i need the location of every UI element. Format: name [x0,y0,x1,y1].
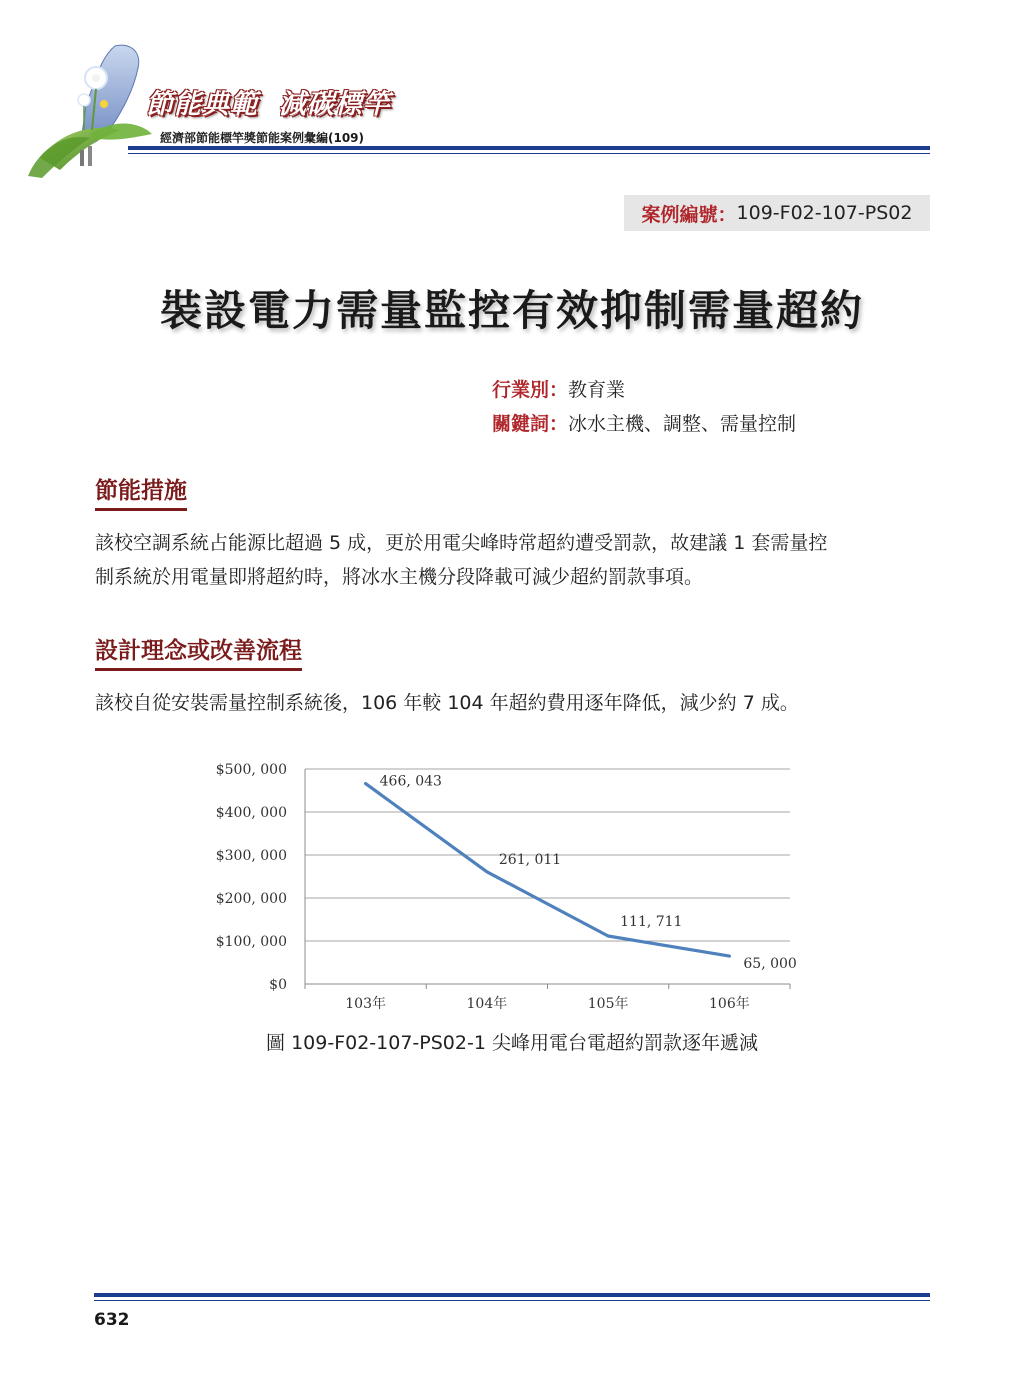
y-tick-label: $0 [269,977,287,993]
data-label: 261, 011 [498,851,562,868]
y-tick-label: $300, 000 [215,848,287,864]
x-tick-label: 103年 [345,996,386,1012]
footer-rule-thin [94,1300,930,1301]
chart-axes [305,769,790,989]
chart-caption: 圖 109-F02-107-PS02-1 尖峰用電台電超約罰款逐年遞減 [266,1032,758,1054]
y-tick-label: $400, 000 [215,805,287,821]
keywords-line [492,409,796,436]
section-heading-measures: 節能措施 [95,472,187,511]
section-heading-design: 設計理念或改善流程 [95,632,302,671]
page-number: 632 [94,1310,130,1330]
document-title: 裝設電力需量監控有效抑制需量超約 [159,286,864,335]
chart-data-labels [380,774,797,972]
keywords-value: 冰水主機、調整、需量控制 [568,413,797,435]
body-line: 制系統於用電量即將超約時，將冰水主機分段降載可減少超約罰款事項。 [95,566,704,588]
data-label: 65, 000 [743,956,797,973]
industry-line [492,375,625,402]
brand-title: 節能典範 減碳標竿 [146,89,391,120]
brand-subtitle: 經濟部節能標竿獎節能案例彙編(109) [160,131,365,145]
chart-y-ticks [216,762,287,993]
case-number-badge [624,195,930,231]
case-number: 109-F02-107-PS02 [736,202,913,224]
data-label: 111, 711 [620,913,683,930]
case-label: 案例編號： [641,203,737,226]
industry-label: 行業別： [492,379,569,401]
series-line [366,784,730,957]
y-tick-label: $200, 000 [215,891,287,907]
data-label: 466, 043 [379,773,442,790]
chart-series [366,784,730,957]
industry-value: 教育業 [568,379,626,401]
y-tick-label: $100, 000 [215,934,287,950]
footer-rule-thick [94,1293,930,1297]
body-line: 該校空調系統占能源比超過 5 成，更於用電尖峰時常超約遭受罰款，故建議 1 套需量控 [95,532,828,554]
y-tick-label: $500, 000 [215,762,287,778]
section-body-measures [95,526,935,594]
section-body-design: 該校自從安裝需量控制系統後，106 年較 104 年超約費用逐年降低，減少約 7 成。 [95,692,799,714]
keywords-label: 關鍵詞： [492,413,569,435]
x-tick-label: 104年 [466,996,508,1012]
header-rule-thin [128,153,930,154]
penalty-line-chart [210,755,810,1017]
x-tick-label: 106年 [709,996,750,1012]
chart-x-ticks [345,995,749,1012]
header-rule-thick [128,146,930,150]
x-tick-label: 105年 [587,996,629,1012]
